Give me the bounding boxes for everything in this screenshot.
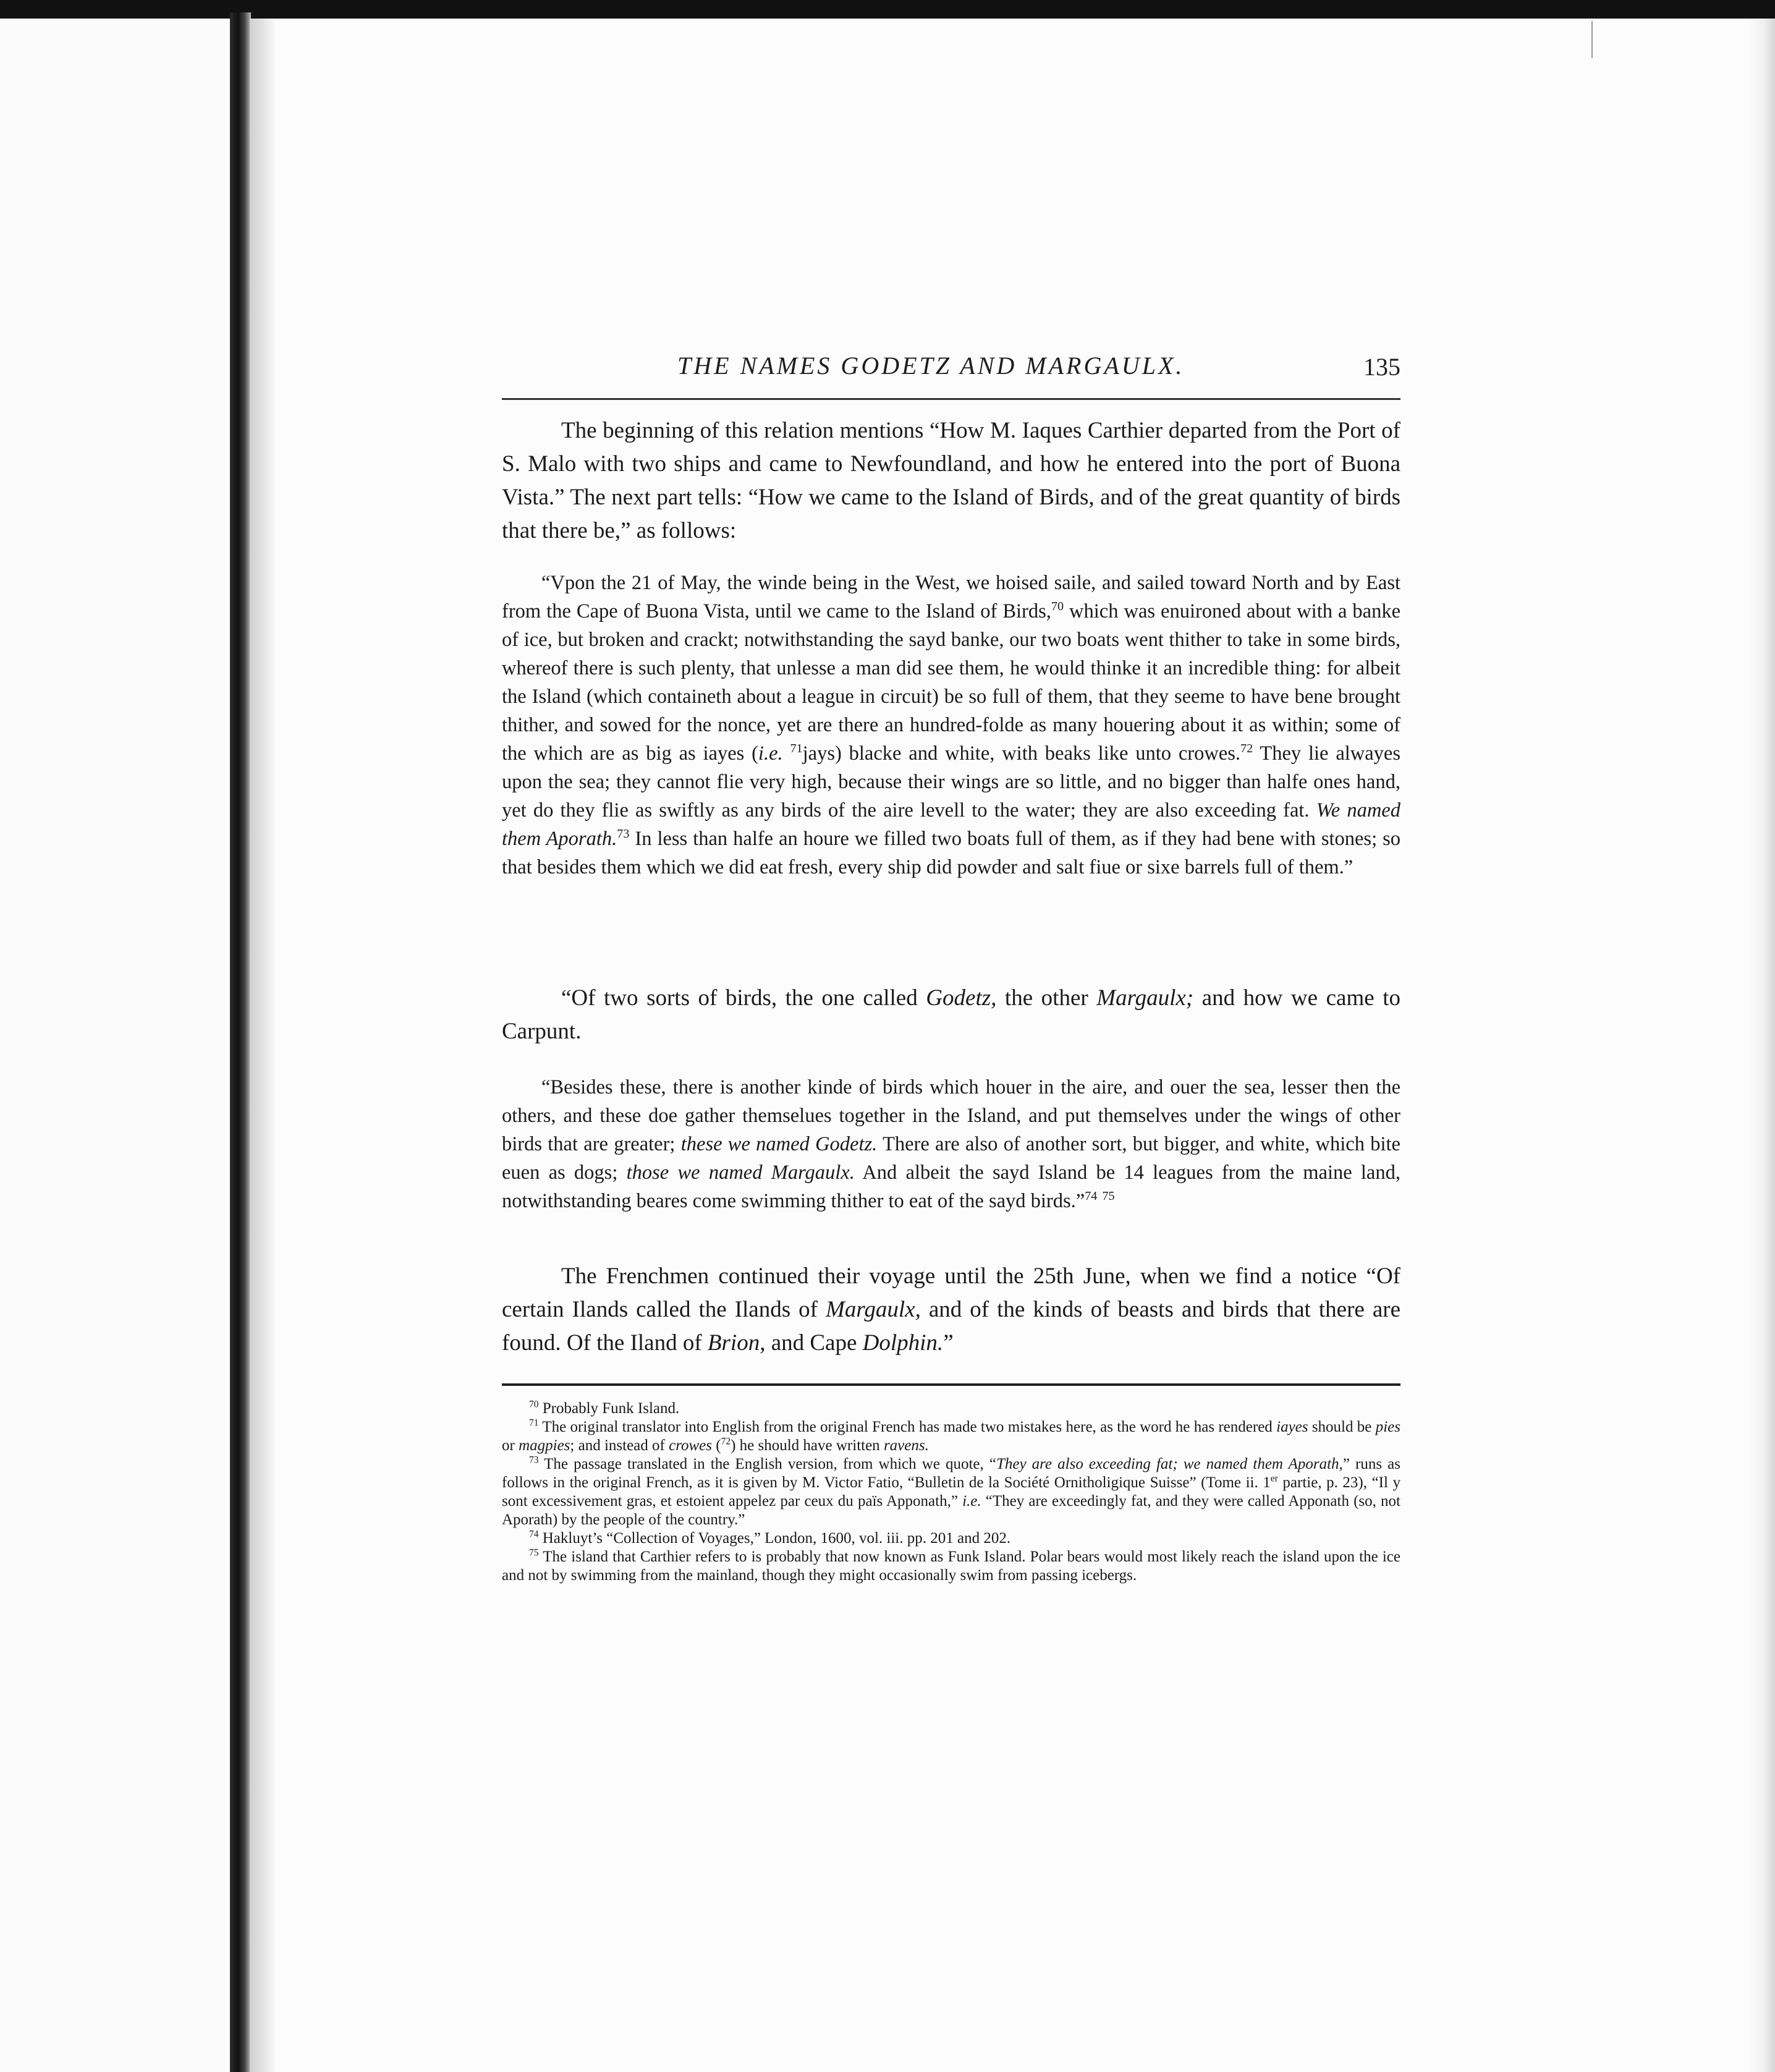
page-edge-shadow [1749,19,1775,2072]
footnote-ref-72: 72 [1240,742,1253,756]
left-blank-leaf [0,19,235,2072]
para-italic: Margaulx, [826,1297,921,1322]
footnote-74 [502,1529,1400,1548]
footnote-italic: pies [1375,1419,1400,1435]
quote-text: In less than halfe an houre we filled two boats full of them, as if they had bene with stones; so that besides them which we did eat fresh, every ship did powder and salt fiue or sixe barrels full of them.” [502,828,1400,878]
footnote-ref-75: 75 [1102,1189,1115,1204]
quote-text: They lie alwayes upon the sea; they cannot flie very high, because their wings are so little, and no bigger than halfe ones hand, yet do they flie as swiftly as any birds of the aire levell to the water; they are also exceeding fat. [502,742,1400,822]
scan-top-border [0,0,1775,19]
quote-godetz-margaulx [502,1073,1400,1215]
footnote-text: ( [712,1437,721,1454]
footnote-text: Probably Funk Island. [542,1400,680,1417]
footnote-text: ) he should have written [731,1437,884,1454]
spine-shadow [250,19,274,2072]
para-text: and how we came to Carpunt. [502,985,1400,1044]
quote-italic: those we named Margaulx. [626,1161,855,1184]
para-italic: Margaulx; [1096,985,1194,1011]
footnote-italic: magpies [519,1437,570,1454]
footnote-ref-70: 70 [1051,600,1064,614]
footnote-italic: i.e. [962,1493,981,1509]
footnote-75 [502,1548,1400,1585]
footnote-italic: crowes [669,1437,712,1454]
quote-italic: these we named Godetz. [680,1133,878,1155]
footnote-number: 74 [529,1529,539,1540]
paragraph-two-sorts [502,982,1400,1048]
quote-text: which was enuironed about with a banke of ice, but broken and crackt; notwithstanding the sayd banke, our two boats went thither to take in some birds, whereof there is such plenty, that unlesse a man did see them, he would thinke it an incredible thing: for albeit the Island (which containeth about a league in circuit) be so full of them, that they seeme to have bene brought thither, and sowed for the nonce, yet are there an hundred-folde as many houering about it as within; some of the which are as big as iayes ( [502,600,1401,765]
footnote-italic: iayes [1276,1419,1308,1435]
quote-text: “Besides these, there is another kinde of birds which houer in the aire, and ouer the sea, lesser then the others, and these doe gather themselues together in the Island, and put themselves under the wings of other birds that are greater; [502,1076,1400,1155]
footnote-text: “They are exceedingly fat, and they were called Apponath (so, not Aporath) by the people of the country.” [502,1493,1400,1528]
footnotes [502,1399,1400,1585]
para-text: and Cape [765,1330,863,1356]
footnote-rule [502,1383,1400,1386]
para-text: and of the kinds of beasts and birds that there are found. Of the Iland of [502,1297,1401,1356]
footnote-number: 71 [529,1417,539,1429]
footnote-73 [502,1455,1400,1529]
footnote-text: Hakluyt’s “Collection of Voyages,” London, 1600, vol. iii. pp. 201 and 202. [542,1530,1011,1547]
quote-text: And albeit the sayd Island be 14 leagues from the maine land, notwithstanding beares come swimming thither to eat of the sayd birds.” [502,1161,1400,1212]
footnote-italic: They are also exceeding fat; we named them Aporath, [996,1456,1343,1472]
quote-italic: i.e. [758,742,783,765]
footnote-ref-73: 73 [617,827,630,841]
page-number: 135 [1363,353,1400,381]
book-spine [230,12,251,2072]
para-text: the other [996,985,1097,1011]
footnote-text: The original translator into English from the original French has made two mistakes here, as the word he has rendered [542,1419,1277,1435]
footnote-ref-71: 71 [790,742,803,756]
footnote-71 [502,1418,1400,1455]
paragraph-voyage-continued [502,1260,1400,1360]
para-italic: Dolphin. [862,1330,944,1356]
para-italic: Godetz, [926,985,997,1011]
footnote-ref-74: 74 [1085,1189,1098,1204]
scan-mark [1591,21,1593,58]
para-italic: Brion, [707,1330,766,1356]
quote-text: jays) blacke and white, with beaks like unto crowes. [802,742,1240,765]
footnote-70 [502,1399,1400,1418]
footnote-number: 70 [529,1399,539,1410]
footnote-superscript: er [1270,1473,1278,1484]
footnote-ref: 72 [721,1436,731,1447]
para-text: ” [943,1330,954,1356]
quote-text: “Vpon the 21 of May, the winde being in the West, we hoised saile, and sailed toward North and by East from the Cape of Buona Vista, until we came to the Island of Birds, [502,572,1400,622]
running-head-title: THE NAMES GODETZ AND MARGAULX. [677,352,1185,380]
paragraph-intro: The beginning of this relation mentions “How M. Iaques Carthier departed from the Port of S. Malo with two ships and came to Newfoundland, and how he entered into the port of Buona Vista.” The next part tells: “How we came to the Island of Birds, and of the great quantity of birds that there be,” as follows: [502,418,1400,543]
footnote-text: ” runs as follows in the original French, as it is given by M. Victor Fatio, “Bulletin de la Société Ornitholigique Suisse” (Tome ii. 1 [502,1456,1400,1491]
footnote-italic: ravens. [883,1437,929,1454]
quote-island-of-birds [502,569,1400,881]
quote-italic: We named them Aporath. [502,799,1400,850]
footnote-text: The island that Carthier refers to is probably that now known as Funk Island. Polar bears would most likely reach the island upon the ice and not by swimming from the mainland, though they might occasionally swim from passing icebergs. [502,1548,1400,1584]
footnote-text: partie, p. 23), “Il y sont excessivement gras, et estoient appelez par ceux du païs Apponath,” [502,1474,1401,1509]
footnote-number: 75 [529,1547,539,1558]
running-header [502,346,1400,389]
para-text: The Frenchmen continued their voyage until the 25th June, when we find a notice “Of certain Ilands called the Ilands of [502,1263,1400,1322]
footnote-text: ; and instead of [570,1437,669,1454]
quote-text: There are also of another sort, but bigger, and white, which bite euen as dogs; [502,1133,1400,1184]
header-rule [502,398,1400,400]
para-text: “Of two sorts of birds, the one called [561,985,926,1011]
footnote-number: 73 [529,1454,539,1466]
footnote-text: or [502,1437,519,1454]
footnote-text: should be [1308,1419,1376,1435]
footnote-text: The passage translated in the English version, from which we quote, “ [544,1456,996,1472]
